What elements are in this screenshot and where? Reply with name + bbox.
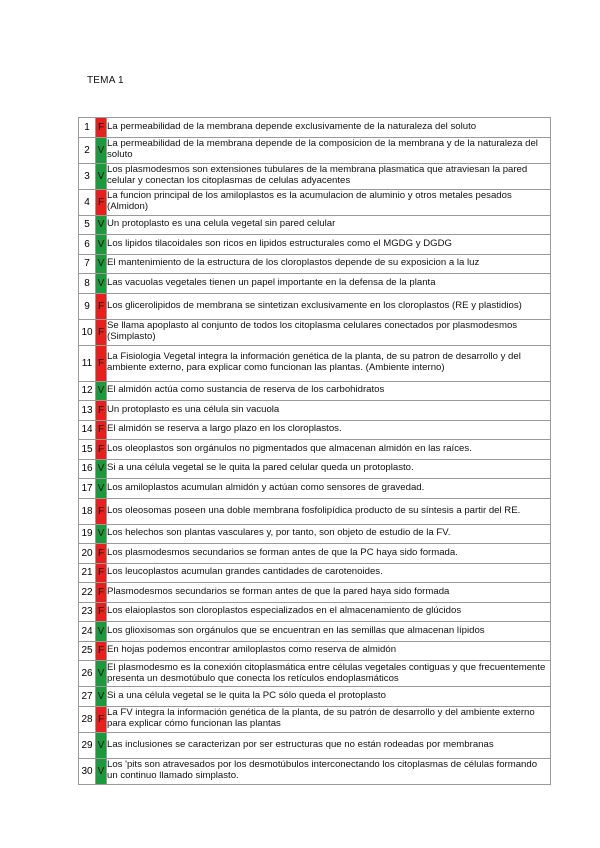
question-number: 4 [79,189,96,215]
question-number: 21 [79,563,96,583]
false-answer-badge: F [96,440,107,460]
question-number: 1 [79,118,96,138]
true-answer-badge: V [96,661,107,687]
table-row [79,758,551,784]
table-row [79,583,551,603]
table-row [79,641,551,661]
table-row [79,706,551,732]
statement-text: Un protoplasto es una celula vegetal sin pared celular [107,215,551,235]
true-answer-badge: V [96,687,107,707]
true-answer-badge: V [96,732,107,758]
statement-text: Las inclusiones se caracterizan por ser estructuras que no están rodeadas por membranas [107,732,551,758]
question-number: 17 [79,479,96,499]
table-row [79,420,551,440]
question-number: 29 [79,732,96,758]
statement-text: Si a una célula vegetal se le quita la pared celular queda un protoplasto. [107,459,551,479]
statement-text: La FV integra la información genética de la planta, de su patrón de desarrollo y del ambiente externo para explicar cómo funcionan las plantas [107,706,551,732]
true-answer-badge: V [96,459,107,479]
table-row [79,235,551,255]
statement-text: Los oleosomas poseen una doble membrana fosfolipídica producto de su síntesis a partir del RE. [107,498,551,524]
false-answer-badge: F [96,641,107,661]
question-number: 13 [79,401,96,421]
question-number: 18 [79,498,96,524]
table-row [79,732,551,758]
statement-text: Si a una célula vegetal se le quita la PC sólo queda el protoplasto [107,687,551,707]
false-answer-badge: F [96,319,107,345]
table-row [79,118,551,138]
question-number: 23 [79,602,96,622]
question-number: 6 [79,235,96,255]
statement-text: Los 'pits son atravesados por los desmotúbulos interconectando los citoplasmas de células formando un continuo llamado simplasto. [107,758,551,784]
true-answer-badge: V [96,622,107,642]
table-row [79,189,551,215]
statement-text: Un protoplasto es una célula sin vacuola [107,401,551,421]
false-answer-badge: F [96,563,107,583]
statement-text: Los glioxisomas son orgánulos que se encuentran en las semillas que almacenan lípidos [107,622,551,642]
table-row [79,602,551,622]
statement-text: Los oleoplastos son orgánulos no pigmentados que almacenan almidón en las raíces. [107,440,551,460]
false-answer-badge: F [96,498,107,524]
table-row [79,319,551,345]
table-row [79,459,551,479]
table-row [79,524,551,544]
true-answer-badge: V [96,215,107,235]
true-answer-badge: V [96,758,107,784]
false-answer-badge: F [96,706,107,732]
question-number: 12 [79,381,96,401]
question-number: 27 [79,687,96,707]
question-number: 25 [79,641,96,661]
statement-text: Plasmodesmos secundarios se forman antes de que la pared haya sido formada [107,583,551,603]
false-answer-badge: F [96,189,107,215]
question-number: 10 [79,319,96,345]
question-number: 5 [79,215,96,235]
statement-text: En hojas podemos encontrar amiloplastos como reserva de almidón [107,641,551,661]
question-number: 16 [79,459,96,479]
statement-text: Los amiloplastos acumulan almidón y actúan como sensores de gravedad. [107,479,551,499]
question-number: 2 [79,137,96,163]
table-row [79,381,551,401]
question-number: 11 [79,345,96,381]
true-answer-badge: V [96,381,107,401]
table-row [79,544,551,564]
table-row [79,622,551,642]
question-number: 14 [79,420,96,440]
statement-text: Los leucoplastos acumulan grandes cantidades de carotenoides. [107,563,551,583]
true-answer-badge: V [96,137,107,163]
table-row [79,215,551,235]
statement-text: El plasmodesmo es la conexión citoplasmática entre células vegetales contiguas y que frecuentemente presenta un desmotúbulo que conecta los retículos endoplasmáticos [107,661,551,687]
table-row [79,687,551,707]
statement-text: El almidón actúa como sustancia de reserva de los carbohidratos [107,381,551,401]
false-answer-badge: F [96,293,107,319]
statement-text: Los glicerolipidos de membrana se sintetizan exclusivamente en los cloroplastos (RE y plastidios) [107,293,551,319]
table-row [79,163,551,189]
table-row [79,563,551,583]
table-row [79,254,551,274]
question-number: 30 [79,758,96,784]
question-number: 7 [79,254,96,274]
true-answer-badge: V [96,235,107,255]
statement-text: La permeabilidad de la membrana depende de la composicion de la membrana y de la naturaleza del soluto [107,137,551,163]
false-answer-badge: F [96,544,107,564]
statement-text: Los plasmodesmos son extensiones tubulares de la membrana plasmatica que atraviesan la pared celular y conectan los citoplasmas de celulas adyacentes [107,163,551,189]
statement-text: Los plasmodesmos secundarios se forman antes de que la PC haya sido formada. [107,544,551,564]
true-answer-badge: V [96,254,107,274]
statement-text: Las vacuolas vegetales tienen un papel importante en la defensa de la planta [107,274,551,294]
statement-text: Los lipidos tilacoidales son ricos en lipidos estructurales como el MGDG y DGDG [107,235,551,255]
table-row [79,274,551,294]
question-number: 28 [79,706,96,732]
question-number: 9 [79,293,96,319]
document-title: TEMA 1 [87,75,124,86]
question-number: 15 [79,440,96,460]
false-answer-badge: F [96,345,107,381]
statement-text: El almidón se reserva a largo plazo en los cloroplastos. [107,420,551,440]
true-answer-badge: V [96,524,107,544]
question-number: 26 [79,661,96,687]
question-number: 8 [79,274,96,294]
true-answer-badge: V [96,163,107,189]
question-number: 22 [79,583,96,603]
false-answer-badge: F [96,118,107,138]
table-row [79,479,551,499]
statement-text: El mantenimiento de la estructura de los cloroplastos depende de su exposicion a la luz [107,254,551,274]
table-row [79,498,551,524]
statement-text: La funcion principal de los amiloplastos es la acumulacion de aluminio y otros metales pesados (Almidon) [107,189,551,215]
statement-text: Los elaioplastos son cloroplastos especializados en el almacenamiento de glúcidos [107,602,551,622]
table-row [79,401,551,421]
table-row [79,137,551,163]
question-number: 19 [79,524,96,544]
true-false-table [78,117,551,785]
question-number: 20 [79,544,96,564]
table-row [79,293,551,319]
table-row [79,440,551,460]
statement-text: La Fisiologia Vegetal integra la información genética de la planta, de su patron de desarrollo y del ambiente externo, para explicar como funcionan las plantas. (Ambiente interno) [107,345,551,381]
false-answer-badge: F [96,602,107,622]
statement-text: Se llama apoplasto al conjunto de todos los citoplasma celulares conectados por plasmodesmos (Simplasto) [107,319,551,345]
false-answer-badge: F [96,583,107,603]
statement-text: Los helechos son plantas vasculares y, por tanto, son objeto de estudio de la FV. [107,524,551,544]
table-row [79,661,551,687]
true-answer-badge: V [96,274,107,294]
false-answer-badge: F [96,401,107,421]
statement-text: La permeabilidad de la membrana depende exclusivamente de la naturaleza del soluto [107,118,551,138]
false-answer-badge: F [96,420,107,440]
true-answer-badge: V [96,479,107,499]
question-number: 24 [79,622,96,642]
question-number: 3 [79,163,96,189]
table-row [79,345,551,381]
